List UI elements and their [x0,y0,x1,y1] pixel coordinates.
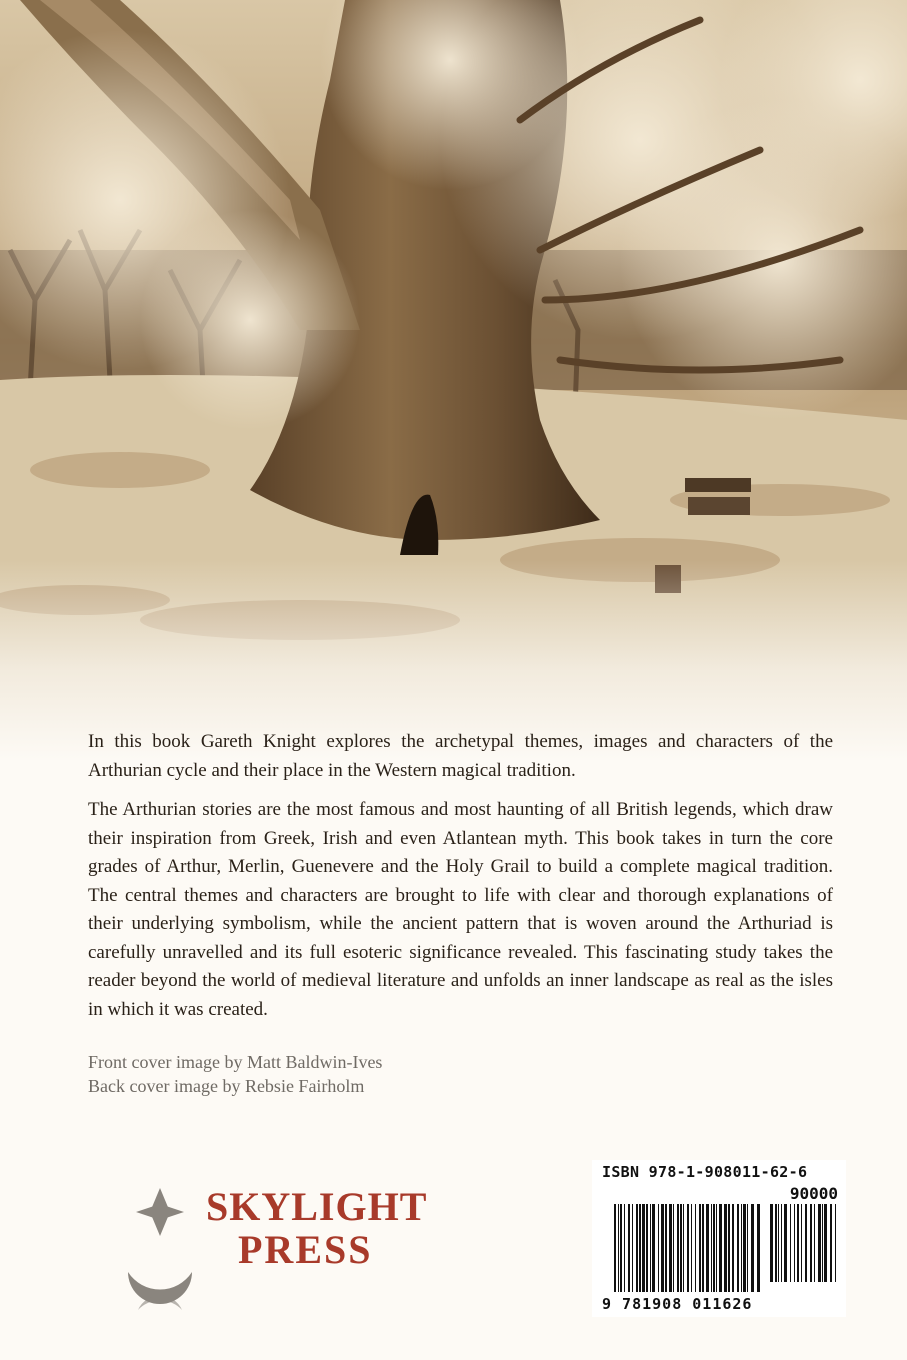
publisher-name-line1: SKYLIGHT [206,1184,428,1229]
description-paragraph: The Arthurian stories are the most famous and most haunting of all British legends, which draw their inspiration from Greek, Irish and even Atlantean myth. This book takes in turn the core grades of Arthur, Merlin, Guenevere and the Holy Grail to build a complete magical tradition. The central themes and characters are brought to life with clear and thorough explanations of their underlying symbolism, while the ancient pattern that is woven around the Arthuriad is carefully unravelled and its full esoteric significance revealed. This fascinating study takes the reader beyond the world of medieval literature and unfolds an inner landscape as real as the isles in which it was created. [88,799,833,1020]
front-cover-credit: Front cover image by Matt Baldwin-Ives [88,1052,383,1072]
barcode-bars [592,1204,846,1294]
price-code: 90000 [789,1184,838,1203]
skylight-press-logo [88,1160,458,1315]
isbn-number: ISBN 978-1-908011-62-6 [602,1163,808,1181]
intro-paragraph: In this book Gareth Knight explores the archetypal themes, images and characters of the Arthurian cycle and their place in the Western magical tradition. [88,731,833,781]
isbn-barcode [592,1160,846,1317]
publisher-name-line2: PRESS [238,1227,373,1272]
ean-digits: 9 781908 011626 [602,1295,753,1313]
back-cover-credit: Back cover image by Rebsie Fairholm [88,1076,365,1096]
